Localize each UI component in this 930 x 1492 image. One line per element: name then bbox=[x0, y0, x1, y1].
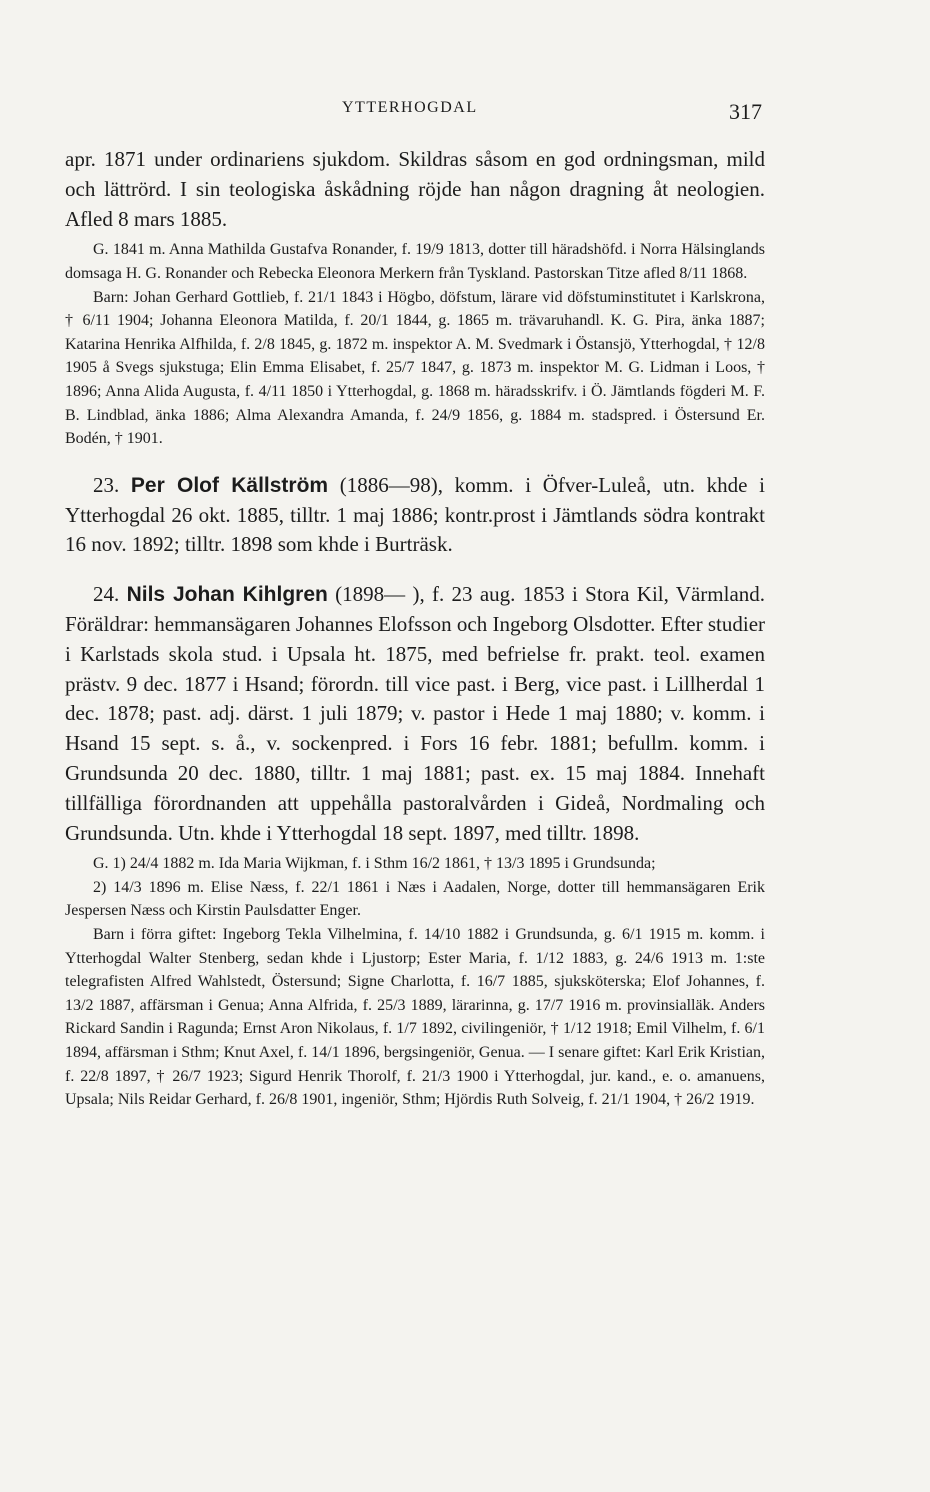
entry-23 bbox=[65, 471, 765, 560]
entry-24-children: Barn i förra giftet: Ingeborg Tekla Vilhelmina, f. 14/10 1882 i Grundsunda, g. 6/1 1915 m. komm. i Ytterhogdal Walter Stenberg, sedan khde i Ljustorp; Ester Maria, f. 1/12 1883, g. 24/6 1913 m. 1:ste telegrafisten Alfred Wahlstedt, Östersund; Signe Charlotta, f. 16/7 1885, sjuksköterska; Elof Johannes, f. 13/2 1887, affärsman i Genua; Anna Alfrida, f. 25/3 1889, lärarinna, g. 17/7 1916 m. provinsialläk. Anders Rickard Sandin i Ragunda; Ernst Aron Nikolaus, f. 1/7 1892, civilingeniör, † 1/12 1918; Emil Vilhelm, f. 6/1 1894, affärsman i Sthm; Knut Axel, f. 14/1 1896, bergsingeniör, Genua. — I senare giftet: Karl Erik Kristian, f. 22/8 1897, † 26/7 1923; Sigurd Henrik Thorolf, f. 21/3 1900 i Ytterhogdal, jur. kand., e. o. amanuens, Upsala; Nils Reidar Gerhard, f. 26/8 1901, ingeniör, Sthm; Hjördis Ruth Solveig, f. 21/1 1904, † 26/2 1919. bbox=[65, 926, 765, 1109]
entry-24-name: Nils Johan Kihlgren bbox=[126, 583, 328, 607]
running-head: YTTERHOGDAL bbox=[342, 99, 478, 116]
entry-22-children: Barn: Johan Gerhard Gottlieb, f. 21/1 1843 i Högbo, döfstum, lärare vid döfstuminstitutet i Karlskrona, † 6/11 1904; Johanna Eleonora Matilda, f. 20/1 1844, g. 1865 m. trävaruhandl. K. G. Pira, änka 1887; Katarina Henrika Alfhilda, f. 2/8 1845, g. 1872 m. inspektor A. M. Svedmark i Östansjö, Ytterhogdal, † 12/8 1905 å Svegs sjukstuga; Elin Emma Elisabet, f. 25/7 1847, g. 1873 m. inspektor M. G. Lidman i Loos, † 1896; Anna Alida Augusta, f. 4/11 1850 i Ytterhogdal, g. 1868 m. häradsskrifv. i Ö. Jämtlands fögderi M. F. B. Lindblad, änka 1886; Alma Alexandra Amanda, f. 24/9 1856, g. 1884 m. stadspred. i Östersund Er. Bodén, † 1901. bbox=[65, 288, 765, 448]
entry-23-name: Per Olof Källström bbox=[130, 473, 329, 497]
entry-22-continuation: apr. 1871 under ordinariens sjukdom. Skildras såsom en god ordningsman, mild och lättrörd. I sin teologiska åskådning röjde han någon dragning åt neologien. Afled 8 mars 1885. bbox=[65, 147, 765, 231]
page-body bbox=[65, 145, 765, 1112]
entry-24 bbox=[65, 580, 765, 848]
entry-22-marriage: G. 1841 m. Anna Mathilda Gustafva Ronander, f. 19/9 1813, dotter till häradshöfd. i Norra Hälsinglands domsaga H. G. Ronander och Rebecka Eleonora Merkern från Tyskland. Pastorskan Titze afled 8/11 1868. bbox=[65, 241, 765, 282]
entry-24-marriage-2: 2) 14/3 1896 m. Elise Næss, f. 22/1 1861 i Næs i Aadalen, Norge, dotter till hemmansägaren Erik Jespersen Næss och Kirstin Paulsdatter Enger. bbox=[65, 878, 765, 920]
page-number: 317 bbox=[729, 99, 762, 124]
page-header bbox=[0, 99, 930, 129]
entry-24-text: (1898— ), f. 23 aug. 1853 i Stora Kil, Värmland. Föräldrar: hemmansägaren Johannes Elofsson och Ingeborg Olsdotter. Efter studier i Karlstads skola stud. i Upsala ht. 1875, med befrielse fr. prakt. teol. examen prästv. 9 dec. 1877 i Hsand; förordn. till vice past. i Berg, vice past. i Lillherdal 1 dec. 1878; past. adj. därst. 1 juli 1879; v. pastor i Hede 1 maj 1880; v. komm. i Hsand 15 sept. s. å., v. sockenpred. i Fors 16 febr. 1881; befullm. komm. i Grundsunda 20 dec. 1880, tilltr. 1 maj 1881; past. ex. 15 maj 1884. Innehaft tillfälliga förordnanden att uppehålla pastoralvården i Gideå, Nordmaling och Grundsunda. Utn. khde i Ytterhogdal 18 sept. 1897, med tilltr. 1898. bbox=[65, 582, 766, 845]
entry-23-number: 23. bbox=[93, 472, 120, 497]
entry-24-number: 24. bbox=[93, 582, 120, 607]
entry-24-marriage-1: G. 1) 24/4 1882 m. Ida Maria Wijkman, f. i Sthm 16/2 1861, † 13/3 1895 i Grundsunda; bbox=[93, 855, 656, 873]
entry-23-text: (1886—98), komm. i Öfver-Luleå, utn. khde i Ytterhogdal 26 okt. 1885, tilltr. 1 maj 1886; kontr.prost i Jämtlands södra kontrakt 16 nov. 1892; tilltr. 1898 som khde i Burträsk. bbox=[65, 472, 765, 557]
